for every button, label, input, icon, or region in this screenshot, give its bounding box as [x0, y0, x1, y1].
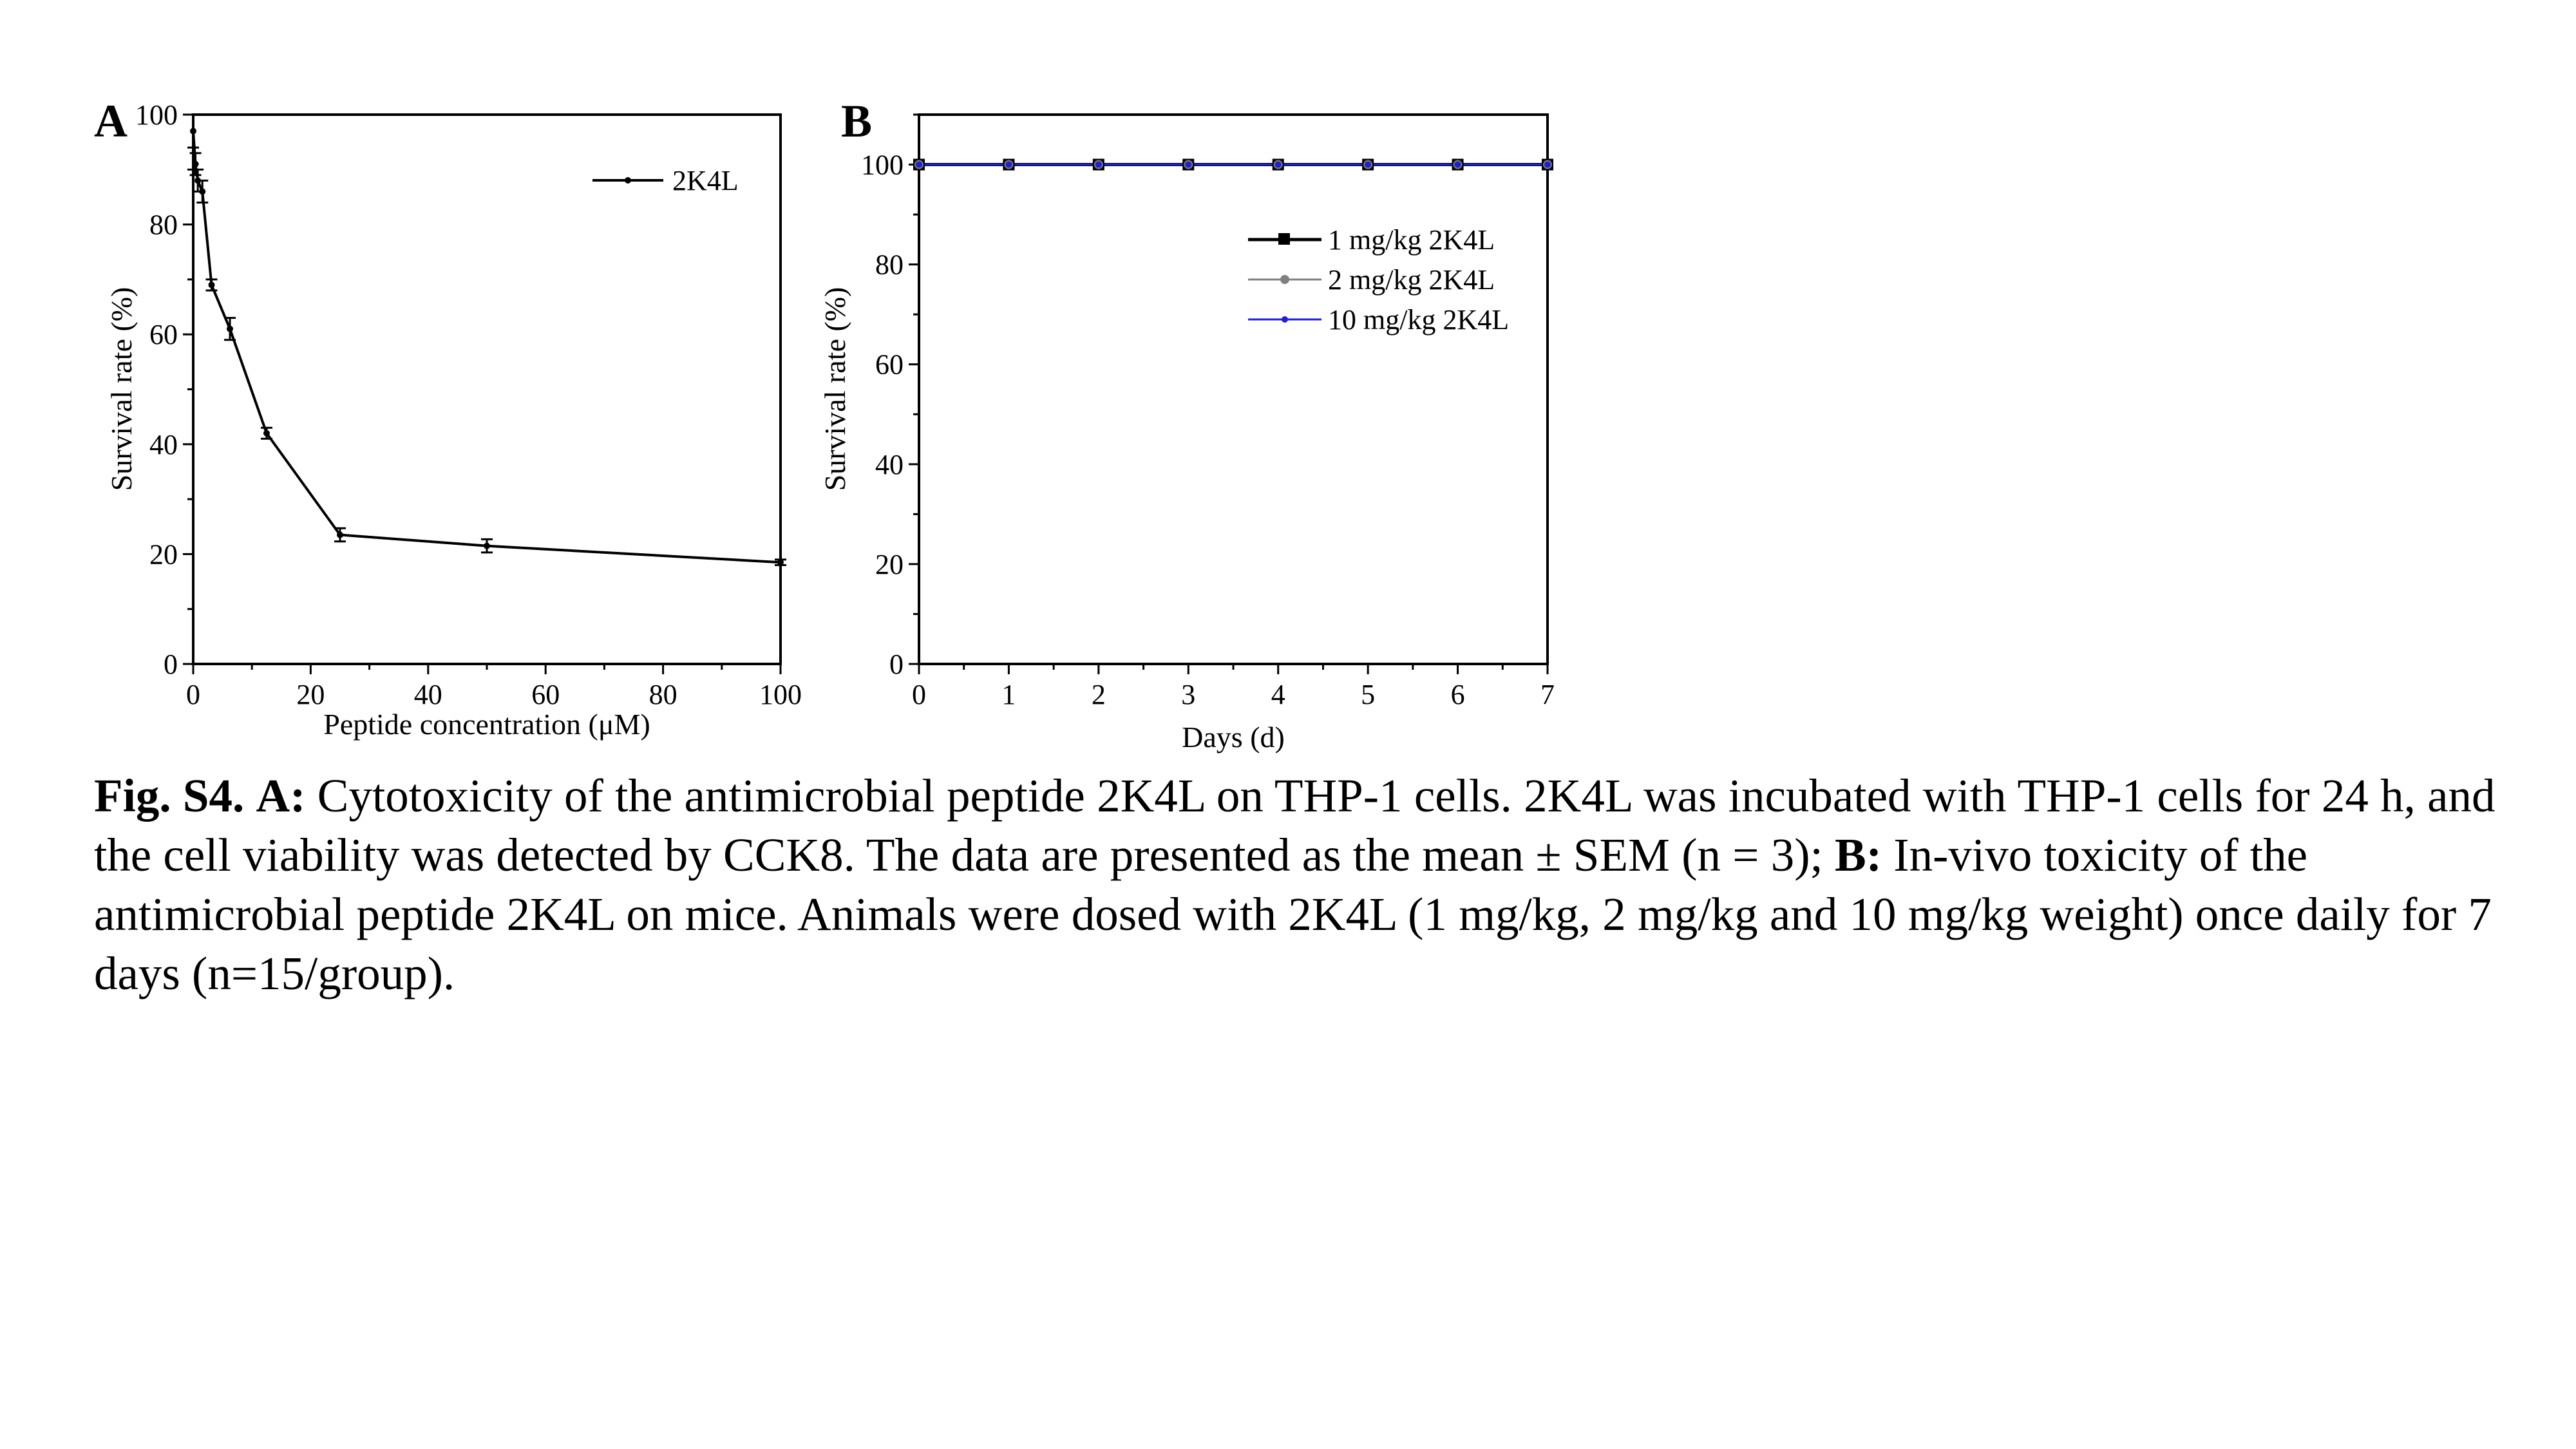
panel-b-legend-marker-10mg: [1282, 316, 1288, 323]
x-tick-label: 40: [413, 679, 442, 710]
panel-a-legend: [592, 165, 739, 196]
data-point: [263, 430, 270, 437]
y-tick-label: 0: [164, 649, 178, 680]
x-tick-label: 5: [1361, 679, 1376, 710]
data-point: [193, 161, 199, 167]
x-tick-label: 0: [912, 679, 926, 710]
y-tick-label: 80: [149, 209, 178, 241]
data-point: [227, 326, 233, 332]
x-tick-label: 20: [296, 679, 325, 710]
data-point: [194, 177, 201, 184]
caption-panel-a-label: A:: [256, 770, 306, 822]
caption-figure-label: Fig. S4.: [94, 770, 245, 822]
data-point: [1455, 162, 1461, 168]
y-tick-label: 60: [149, 319, 178, 351]
panel-a-letter: A: [94, 95, 128, 147]
panel-b-legend: [1248, 224, 1509, 336]
data-point: [916, 162, 922, 168]
panel-a-legend-marker-2k4l: [625, 177, 631, 184]
panel-a-y-axis-title: Survival rate (%): [105, 287, 138, 491]
x-tick-label: 4: [1271, 679, 1285, 710]
y-tick-label: 60: [875, 348, 904, 381]
data-point: [777, 559, 784, 565]
panel-b-plot-frame: [919, 115, 1548, 664]
caption-panel-b-text: In-vivo toxicity of the antimicrobial peptide 2K4L on mice. Animals were dosed with 2K4L (1 mg/kg, 2 mg/kg and 10 mg/kg weight) once daily for 7 days (n=15/group).: [94, 829, 2492, 999]
panel-b-legend-marker-1mg: [1278, 233, 1290, 245]
y-tick-label: 100: [861, 149, 904, 181]
x-tick-label: 6: [1450, 679, 1465, 710]
x-tick-label: 2: [1091, 679, 1106, 710]
x-tick-label: 7: [1540, 679, 1555, 710]
x-tick-label: 60: [531, 679, 560, 710]
caption-panel-b-label: B:: [1835, 829, 1882, 881]
data-point: [484, 543, 490, 549]
y-tick-label: 40: [875, 448, 904, 480]
data-point: [1365, 162, 1371, 168]
panel-b-x-axis-title: Days (d): [1182, 721, 1285, 753]
data-point: [209, 281, 215, 288]
panel-b-legend-label-10mg: 10 mg/kg 2K4L: [1328, 304, 1510, 336]
y-tick-label: 20: [149, 538, 178, 571]
panel-b-letter: B: [841, 95, 873, 147]
data-point: [190, 128, 196, 135]
data-point: [1275, 162, 1282, 168]
panel-a-y-axis: [135, 99, 193, 680]
x-tick-label: 3: [1181, 679, 1196, 710]
panel-a-x-axis-title: Peptide concentration (μM): [323, 708, 650, 741]
panel-b-legend-marker-2mg: [1280, 275, 1289, 284]
x-tick-label: 80: [649, 679, 677, 710]
x-tick-label: 0: [186, 679, 200, 710]
data-point: [1095, 162, 1102, 168]
data-point: [1005, 162, 1012, 168]
data-point: [1544, 162, 1551, 168]
data-point: [1185, 162, 1191, 168]
panel-b-x-axis: [912, 664, 1555, 710]
panel-a-legend-label-2k4l: 2K4L: [672, 165, 739, 196]
y-tick-label: 100: [135, 99, 178, 131]
panel-b-legend-label-1mg: 1 mg/kg 2K4L: [1328, 224, 1495, 256]
caption-panel-a-text: Cytotoxicity of the antimicrobial peptide 2K4L on THP-1 cells. 2K4L was incubated with THP-1 cells for 24 h, and the cell viability was detected by CCK8. The data are presented as the mean ± SEM (n = 3);: [94, 770, 2496, 881]
data-point: [337, 532, 343, 538]
x-tick-label: 100: [759, 679, 802, 710]
figure-caption: [94, 766, 2522, 1003]
y-tick-label: 20: [875, 548, 904, 580]
y-tick-label: 40: [149, 428, 178, 460]
panel-b-y-axis: [861, 115, 919, 680]
y-tick-label: 0: [889, 649, 904, 680]
panel-b-legend-label-2mg: 2 mg/kg 2K4L: [1328, 264, 1495, 296]
panel-a-chart: [94, 95, 802, 741]
panel-b-y-axis-title: Survival rate (%): [819, 287, 851, 491]
panel-b-chart: [819, 95, 1555, 753]
panel-a-plot-frame: [193, 115, 781, 664]
x-tick-label: 1: [1001, 679, 1016, 710]
y-tick-label: 80: [875, 249, 904, 281]
data-point: [199, 188, 205, 194]
panel-a-x-axis: [186, 664, 802, 710]
